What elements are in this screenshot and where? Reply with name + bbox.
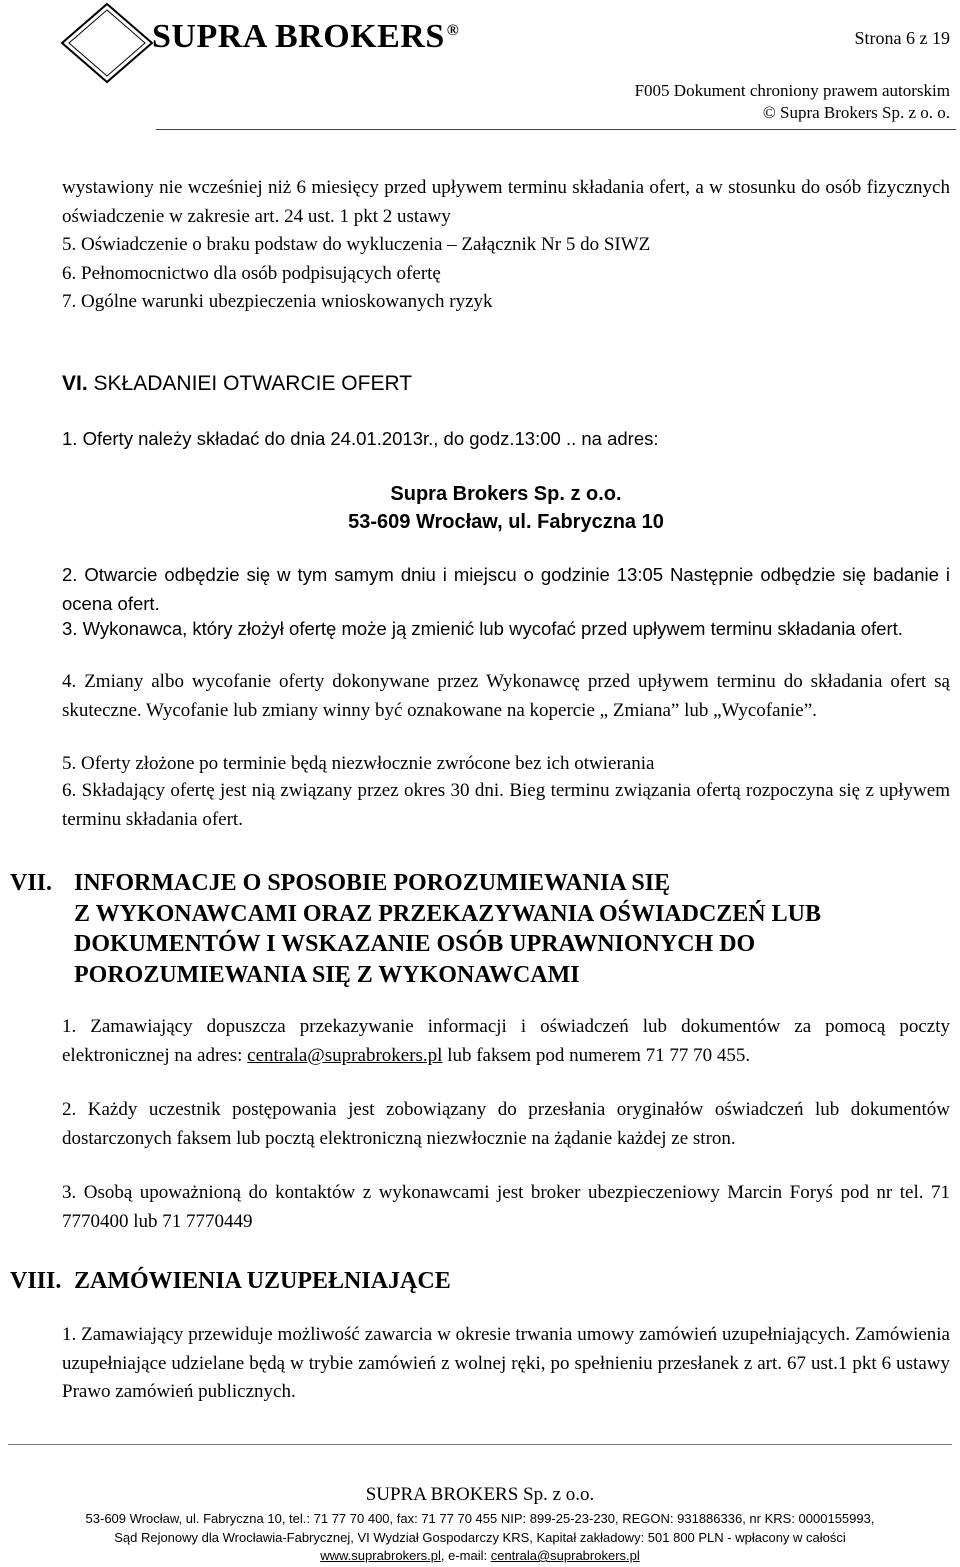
list-item: 1. Oferty należy składać do dnia 24.01.2013r., do godz.13:00 .. na adres: [62,428,659,449]
header-note [635,80,950,124]
footer-brand: SUPRA BROKERS Sp. z o.o. [365,1484,595,1505]
list-item: 2. Każdy uczestnik postępowania jest zobowiązany do przesłania oryginałów oświadczeń lub dokumentów dostarczonych faksem lub pocztą elektroniczną niezwłocznie na żądanie każdej ze stron. [62,1099,950,1149]
list-item: 5. Oświadczenie o braku podstaw do wykluczenia – Załącznik Nr 5 do SIWZ [62,234,651,255]
section-number: VII. [10,870,53,896]
address-street: 53-609 Wrocław, ul. Fabryczna 10 [348,511,664,533]
list-item: 6. Składający ofertę jest nią związany przez okres 30 dni. Bieg terminu związania ofertą rozpoczyna się z upływem terminu składania ofert. [62,780,950,830]
list-item: 1. Zamawiający przewiduje możliwość zawarcia w okresie trwania umowy zamówień uzupełniających. Zamówienia uzupełniające udzielane będą w trybie zamówień z wolnej ręki, po spełnieniu przesłanek z art. 67 ust.1 pkt 6 ustawy Prawo zamówień publicznych. [62,1324,950,1402]
header-divider [156,129,956,130]
page-number: Strona 6 z 19 [854,28,950,48]
footer-contact: www.suprabrokers.pl, e-mail: centrala@suprabrokers.pl [320,1548,640,1563]
list-item: 3. Wykonawca, który złożył ofertę może ją zmienić lub wycofać przed upływem terminu składania ofert. [62,618,903,639]
intro-paragraph: wystawiony nie wcześniej niż 6 miesięcy przed upływem terminu składania ofert, a w stosunku do osób fizycznych oświadczenie w zakresie art. 24 ust. 1 pkt 2 ustawy [62,177,950,227]
logo-diamond-icon [58,2,156,84]
section-title: ZAMÓWIENIA UZUPEŁNIAJĄCE [74,1268,451,1294]
footer-email-link[interactable]: centrala@suprabrokers.pl [490,1548,640,1563]
copyright-owner: © Supra Brokers Sp. z o. o. [762,103,950,122]
address-company: Supra Brokers Sp. z o.o. [390,483,622,505]
email-link[interactable]: centrala@suprabrokers.pl [247,1044,443,1066]
list-item: 4. Zmiany albo wycofanie oferty dokonywane przez Wykonawcę przed upływem terminu do składania ofert są skuteczne. Wycofanie lub zmiany winny być oznakowane na kopercie „ Zmiana” lub „Wycofanie”. [62,671,950,721]
list-item: 2. Otwarcie odbędzie się w tym samym dniu i miejscu o godzinie 13:05 Następnie odbędzie się badanie i ocena ofert. [62,564,950,614]
footer-divider [8,1444,952,1445]
list-item: 6. Pełnomocnictwo dla osób podpisujących ofertę [62,263,441,284]
section-title: INFORMACJE O SPOSOBIE POROZUMIEWANIA SIĘ Z WYKONAWCAMI ORAZ PRZEKAZYWANIA OŚWIADCZEŃ LUB DOKUMENTÓW I WSKAZANIE OSÓB UPRAWNIONYCH DO POROZUMIEWANIA SIĘ Z WYKONAWCAMI [74,870,821,988]
brand-logo-text: SUPRA BROKERS ® [152,18,460,55]
copyright-notice: F005 Dokument chroniony prawem autorskim [634,81,950,100]
list-item: 3. Osobą upoważnioną do kontaktów z wykonawcami jest broker ubezpieczeniowy Marcin Foryś pod nr tel. 71 7770400 lub 71 7770449 [62,1182,950,1232]
section-title: SKŁADANIEI OTWARCIE OFERT [93,372,413,395]
list-item: 5. Oferty złożone po terminie będą niezwłocznie zwrócone bez ich otwierania [62,753,655,774]
footer-address: 53-609 Wrocław, ul. Fabryczna 10, tel.: 71 77 70 400, fax: 71 77 70 455 NIP: 899-25-23-230, REGON: 931886336, nr KRS: 0000155993, [85,1511,875,1526]
list-item: 1. Zamawiający dopuszcza przekazywanie informacji i oświadczeń lub dokumentów za pomocą poczty elektronicznej na adres: centrala@suprabrokers.pl lub faksem pod numerem 71 77 70 455. [62,1016,950,1066]
section-number: VIII. [10,1268,62,1294]
section-heading [62,372,412,396]
footer-registry: Sąd Rejonowy dla Wrocławia-Fabrycznej, VI Wydział Gospodarczy KRS, Kapitał zakładowy: 501 800 PLN - wpłacony w całości [114,1530,846,1545]
list-item: 7. Ogólne warunki ubezpieczenia wnioskowanych ryzyk [62,291,493,312]
website-link[interactable]: www.suprabrokers.pl [320,1548,441,1563]
section-number: VI. [62,372,88,395]
